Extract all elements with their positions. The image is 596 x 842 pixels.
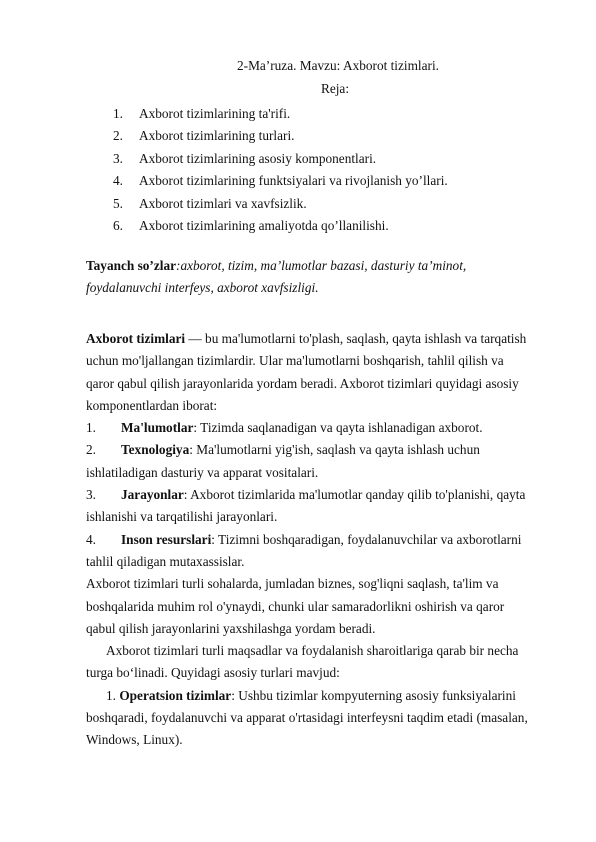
keywords-line — [86, 255, 556, 277]
component-item — [86, 439, 556, 461]
component-term: Jarayonlar — [121, 487, 184, 503]
intro-term: Axborot tizimlari — [86, 331, 186, 346]
plan-item-number: 4. — [113, 173, 123, 189]
text-line — [86, 328, 556, 350]
keywords-line — [86, 277, 556, 299]
plan-item-number: 5. — [113, 195, 123, 211]
keywords-paragraph — [86, 255, 556, 300]
text-line: qaror qabul qilish jarayonlarida yordam beradi. Axborot tizimlari quyidagi asosiy — [86, 375, 519, 391]
component-number: 4. — [86, 531, 96, 547]
text-span: : Axborot tizimlarida ma'lumotlar qanday qilib to'planishi, qayta — [183, 487, 526, 503]
plan-item-text: Axborot tizimlarining ta'rifi. — [139, 106, 291, 121]
component-item — [86, 484, 556, 506]
type-number: 1. — [106, 687, 116, 703]
text-line: Windows, Linux). — [86, 732, 183, 748]
component-item — [86, 529, 556, 551]
keywords-text: foydalanuvchi interfeys, axborot xavfsizligi. — [86, 280, 319, 296]
keywords-text: :axborot, tizim, ma’lumotlar bazasi, dasturiy ta’minot, — [176, 258, 467, 273]
text-span: — bu ma'lumotlarni to'plash, saqlash, qayta ishlash va tarqatish — [185, 331, 527, 346]
type-item — [86, 685, 556, 707]
plan-item-number: 3. — [113, 150, 123, 166]
plan-item-text: Axborot tizimlarining asosiy komponentlari. — [139, 150, 377, 166]
plan-item-number: 6. — [113, 217, 123, 233]
plan-item-text: Axborot tizimlarining turlari. — [139, 128, 295, 144]
component-term: Ma'lumotlar — [121, 420, 194, 436]
plan-item-text: Axborot tizimlarining funktsiyalari va rivojlanish yo’llari. — [139, 173, 448, 189]
text-line: ishlatiladigan dasturiy va apparat vositalari. — [86, 464, 319, 480]
component-number: 3. — [86, 487, 96, 503]
text-line: komponentlardan iborat: — [86, 397, 218, 413]
component-text — [121, 417, 483, 439]
text-span: : Tizimni boshqaradigan, foydalanuvchilar va axborotlarni — [211, 531, 522, 547]
text-span: : Tizimda saqlanadigan va qayta ishlanadigan axborot. — [193, 420, 483, 436]
plan-item-number: 1. — [113, 106, 123, 121]
text-line: boshqalarida muhim rol o'ynaydi, chunki ular samaradorlikni oshirish va qaror — [86, 598, 505, 614]
text-line: qabul qilish jarayonlarini yaxshilashga yordam beradi. — [86, 620, 376, 636]
type-term: Operatsion tizimlar — [119, 687, 232, 703]
plan-item-number: 2. — [113, 128, 123, 144]
plan-item-text: Axborot tizimlari va xavfsizlik. — [139, 195, 307, 211]
component-number: 2. — [86, 442, 96, 458]
plan-item-text: Axborot tizimlarining amaliyotda qo’llanilishi. — [139, 217, 389, 233]
component-text — [121, 529, 521, 551]
component-text — [121, 439, 480, 461]
text-line: uchun mo'ljallangan tizimlardir. Ular ma'lumotlarni boshqarish, tahlil qilish va — [86, 353, 504, 369]
text-line: turga bo‘linadi. Quyidagi asosiy turlari mavjud: — [86, 665, 340, 681]
text-line: ishlanishi va tarqatilishi jarayonlari. — [86, 509, 278, 525]
lecture-title: 2-Ma’ruza. Mavzu: Axborot tizimlari. — [237, 58, 439, 73]
text-span: : Ma'lumotlarni yig'ish, saqlash va qayta ishlash uchun — [189, 442, 480, 458]
keywords-label: Tayanch so’zlar — [86, 258, 177, 273]
plan-heading: Reja: — [320, 81, 350, 96]
component-term: Inson resurslari — [121, 531, 212, 547]
component-item — [86, 417, 556, 439]
text-span: : Ushbu tizimlar kompyuterning asosiy funksiyalarini — [231, 687, 516, 703]
text-line: Axborot tizimlari turli sohalarda, jumladan biznes, sog'liqni saqlash, ta'lim va — [86, 576, 499, 592]
text-line: boshqaradi, foydalanuvchi va apparat o'rtasidagi interfeysni taqdim etadi (masalan, — [86, 710, 528, 726]
intro-paragraph — [86, 328, 556, 752]
component-term: Texnologiya — [121, 442, 190, 458]
text-line: Axborot tizimlari turli maqsadlar va foydalanish sharoitlariga qarab bir necha — [106, 643, 519, 659]
text-line: tahlil qiladigan mutaxassislar. — [86, 553, 245, 569]
component-number: 1. — [86, 420, 96, 436]
component-text — [121, 484, 525, 506]
